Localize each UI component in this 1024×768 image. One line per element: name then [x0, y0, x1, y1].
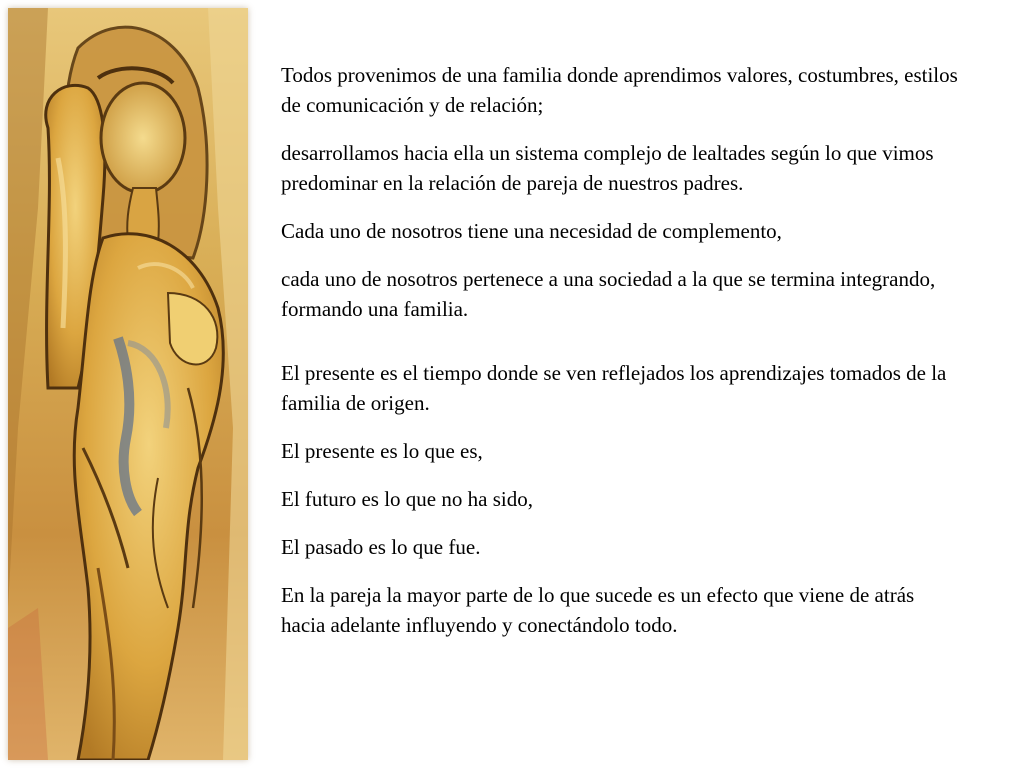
paragraph-familia-origen: Todos provenimos de una familia donde aprendimos valores, costumbres, estilos de comunicación y de relación; — [281, 63, 958, 117]
paragraph-presente-tiempo: El presente es el tiempo donde se ven reflejados los aprendizajes tomados de la familia de origen. — [281, 361, 947, 415]
paragraph-presente: El presente es lo que es, — [281, 439, 483, 463]
paragraph-lealtades: desarrollamos hacia ella un sistema complejo de lealtades según lo que vimos predominar en la relación de pareja de nuestros padres. — [281, 141, 934, 195]
slide-text — [281, 60, 961, 658]
paragraph-sociedad: cada uno de nosotros pertenece a una sociedad a la que se termina integrando, formando una familia. — [281, 267, 936, 321]
female-figure-painting — [8, 8, 248, 760]
paragraph-futuro: El futuro es lo que no ha sido, — [281, 487, 533, 511]
paragraph-complemento: Cada uno de nosotros tiene una necesidad de complemento, — [281, 219, 782, 243]
paragraph-pareja: En la pareja la mayor parte de lo que sucede es un efecto que viene de atrás hacia adelante influyendo y conectándolo todo. — [281, 583, 915, 637]
paragraph-pasado: El pasado es lo que fue. — [281, 535, 481, 559]
painting-canvas — [8, 8, 248, 760]
